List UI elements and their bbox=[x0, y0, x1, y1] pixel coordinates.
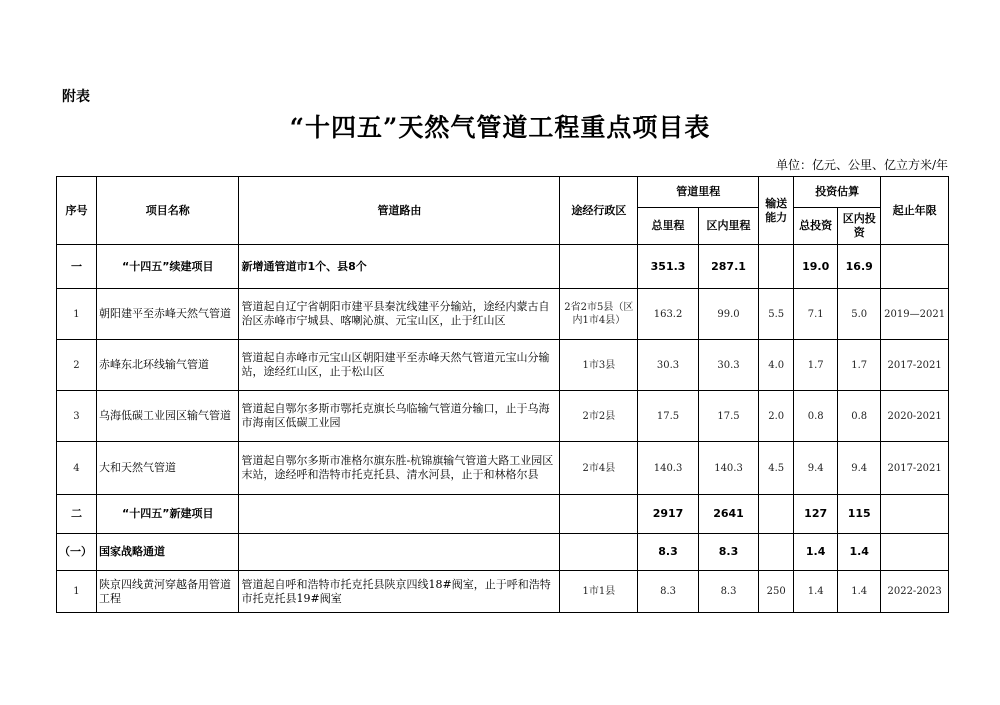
header-region-invest: 区内投资 bbox=[838, 208, 881, 245]
cell-years: 2017-2021 bbox=[881, 442, 949, 495]
cell-seq: 2 bbox=[57, 340, 97, 391]
cell-seq: 1 bbox=[57, 289, 97, 340]
cell-region bbox=[560, 534, 638, 571]
cell-total-invest: 1.7 bbox=[794, 340, 838, 391]
cell-seq: 一 bbox=[57, 245, 97, 289]
cell-region-invest: 115 bbox=[838, 495, 881, 534]
page-title: “十四五”天然气管道工程重点项目表 bbox=[289, 113, 711, 142]
cell-total-invest: 7.1 bbox=[794, 289, 838, 340]
cell-years: 2020-2021 bbox=[881, 391, 949, 442]
cell-seq: 4 bbox=[57, 442, 97, 495]
cell-total-invest: 1.4 bbox=[794, 571, 838, 613]
cell-route: 管道起自辽宁省朝阳市建平县秦沈线建平分输站，途经内蒙古自治区赤峰市宁城县、喀喇沁旗、元宝山区，止于红山区 bbox=[239, 289, 560, 340]
header-total-mileage: 总里程 bbox=[638, 208, 698, 245]
cell-years bbox=[881, 245, 949, 289]
cell-capacity: 4.5 bbox=[759, 442, 794, 495]
cell-region-invest: 1.4 bbox=[838, 571, 881, 613]
cell-region: 1市1县 bbox=[560, 571, 638, 613]
table-row bbox=[57, 442, 949, 495]
cell-seq: 二 bbox=[57, 495, 97, 534]
cell-total-mileage: 163.2 bbox=[638, 289, 698, 340]
cell-route bbox=[239, 534, 560, 571]
cell-years bbox=[881, 495, 949, 534]
cell-name: “十四五”续建项目 bbox=[96, 245, 239, 289]
cell-capacity: 5.5 bbox=[759, 289, 794, 340]
cell-total-invest: 9.4 bbox=[794, 442, 838, 495]
header-years: 起止年限 bbox=[881, 177, 949, 245]
cell-region-mileage: 287.1 bbox=[698, 245, 758, 289]
header-invest-group: 投资估算 bbox=[794, 177, 881, 208]
cell-capacity bbox=[759, 245, 794, 289]
cell-region: 2市2县 bbox=[560, 391, 638, 442]
cell-route bbox=[239, 495, 560, 534]
header-region: 途经行政区 bbox=[560, 177, 638, 245]
cell-name: 朝阳建平至赤峰天然气管道 bbox=[96, 289, 239, 340]
cell-region-mileage: 30.3 bbox=[698, 340, 758, 391]
cell-region-mileage: 2641 bbox=[698, 495, 758, 534]
cell-capacity: 4.0 bbox=[759, 340, 794, 391]
header-capacity: 输送能力 bbox=[759, 177, 794, 245]
cell-total-mileage: 30.3 bbox=[638, 340, 698, 391]
table-row bbox=[57, 571, 949, 613]
cell-name: “十四五”新建项目 bbox=[96, 495, 239, 534]
cell-seq: （一） bbox=[57, 534, 97, 571]
header-name: 项目名称 bbox=[96, 177, 239, 245]
cell-capacity: 250 bbox=[759, 571, 794, 613]
header-region-mileage: 区内里程 bbox=[698, 208, 758, 245]
cell-seq: 1 bbox=[57, 571, 97, 613]
cell-total-mileage: 8.3 bbox=[638, 571, 698, 613]
cell-years: 2017-2021 bbox=[881, 340, 949, 391]
cell-capacity bbox=[759, 495, 794, 534]
cell-total-mileage: 351.3 bbox=[638, 245, 698, 289]
cell-capacity bbox=[759, 534, 794, 571]
cell-region-mileage: 8.3 bbox=[698, 534, 758, 571]
cell-name: 赤峰东北环线输气管道 bbox=[96, 340, 239, 391]
cell-years: 2022-2023 bbox=[881, 571, 949, 613]
cell-route: 管道起自鄂尔多斯市鄂托克旗长乌临输气管道分输口，止于乌海市海南区低碳工业园 bbox=[239, 391, 560, 442]
cell-total-invest: 127 bbox=[794, 495, 838, 534]
cell-region: 2省2市5县（区内1市4县） bbox=[560, 289, 638, 340]
header-mileage-group: 管道里程 bbox=[638, 177, 759, 208]
cell-route: 管道起自呼和浩特市托克托县陕京四线18#阀室，止于呼和浩特市托克托县19#阀室 bbox=[239, 571, 560, 613]
cell-seq: 3 bbox=[57, 391, 97, 442]
cell-route: 管道起自赤峰市元宝山区朝阳建平至赤峰天然气管道元宝山分输站，途经红山区，止于松山区 bbox=[239, 340, 560, 391]
cell-region-invest: 16.9 bbox=[838, 245, 881, 289]
cell-name: 陕京四线黄河穿越备用管道工程 bbox=[96, 571, 239, 613]
cell-region-invest: 9.4 bbox=[838, 442, 881, 495]
table-row bbox=[57, 245, 949, 289]
table-row bbox=[57, 534, 949, 571]
header-seq: 序号 bbox=[57, 177, 97, 245]
cell-capacity: 2.0 bbox=[759, 391, 794, 442]
cell-name: 乌海低碳工业园区输气管道 bbox=[96, 391, 239, 442]
cell-route: 管道起自鄂尔多斯市准格尔旗东胜-杭锦旗输气管道大路工业园区末站，途经呼和浩特市托克托县、清水河县，止于和林格尔县 bbox=[239, 442, 560, 495]
cell-region-invest: 5.0 bbox=[838, 289, 881, 340]
cell-route: 新增通管道市1个、县8个 bbox=[239, 245, 560, 289]
table-row bbox=[57, 289, 949, 340]
table-row bbox=[57, 340, 949, 391]
cell-total-invest: 0.8 bbox=[794, 391, 838, 442]
appendix-label: 附表 bbox=[62, 89, 90, 105]
table-row bbox=[57, 495, 949, 534]
cell-region: 1市3县 bbox=[560, 340, 638, 391]
cell-total-mileage: 140.3 bbox=[638, 442, 698, 495]
header-route: 管道路由 bbox=[239, 177, 560, 245]
cell-total-mileage: 2917 bbox=[638, 495, 698, 534]
cell-total-mileage: 17.5 bbox=[638, 391, 698, 442]
cell-region-mileage: 140.3 bbox=[698, 442, 758, 495]
cell-region-mileage: 8.3 bbox=[698, 571, 758, 613]
cell-name: 大和天然气管道 bbox=[96, 442, 239, 495]
cell-region-invest: 1.7 bbox=[838, 340, 881, 391]
cell-years bbox=[881, 534, 949, 571]
cell-total-invest: 19.0 bbox=[794, 245, 838, 289]
cell-region-mileage: 99.0 bbox=[698, 289, 758, 340]
cell-region bbox=[560, 495, 638, 534]
cell-years: 2019—2021 bbox=[881, 289, 949, 340]
cell-region-invest: 1.4 bbox=[838, 534, 881, 571]
cell-region bbox=[560, 245, 638, 289]
cell-total-invest: 1.4 bbox=[794, 534, 838, 571]
unit-note: 单位：亿元、公里、亿立方米/年 bbox=[775, 158, 948, 172]
project-table bbox=[56, 176, 949, 613]
cell-total-mileage: 8.3 bbox=[638, 534, 698, 571]
cell-region-invest: 0.8 bbox=[838, 391, 881, 442]
cell-region: 2市4县 bbox=[560, 442, 638, 495]
cell-name: 国家战略通道 bbox=[96, 534, 239, 571]
table-row bbox=[57, 391, 949, 442]
cell-region-mileage: 17.5 bbox=[698, 391, 758, 442]
header-total-invest: 总投资 bbox=[794, 208, 838, 245]
